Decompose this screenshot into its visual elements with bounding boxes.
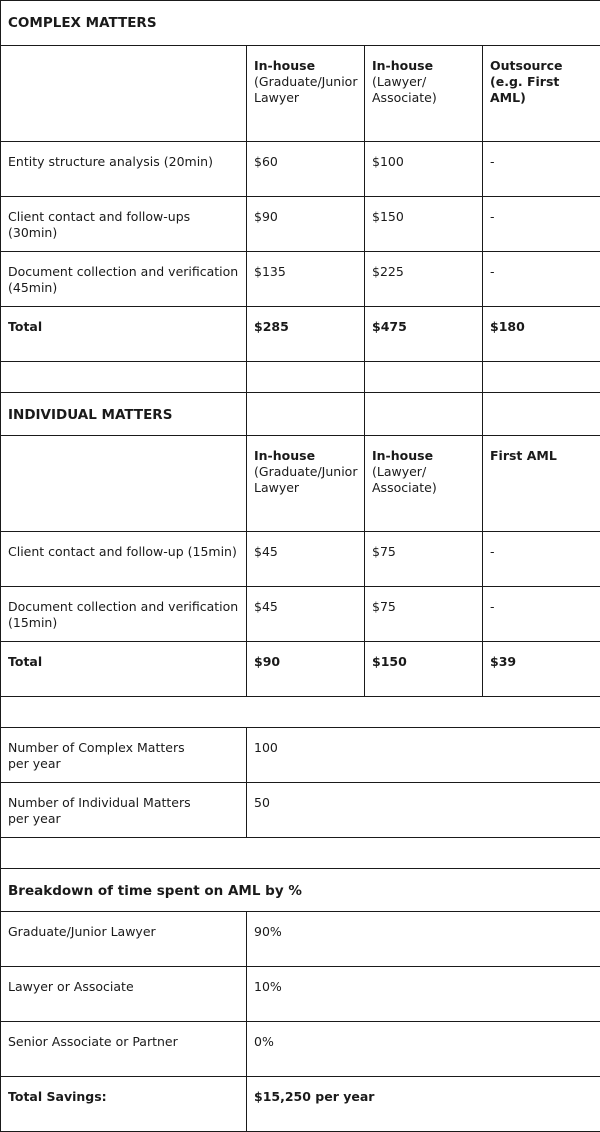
col-head: Outsource: [490, 58, 593, 74]
cost-cell: -: [483, 587, 600, 642]
total-value: $180: [483, 307, 600, 362]
complex-title: COMPLEX MATTERS: [1, 1, 600, 46]
table-row: [1, 783, 600, 838]
percent-value: 90%: [247, 912, 600, 967]
row-label: Entity structure analysis (20min): [1, 142, 247, 197]
cost-cell: $135: [247, 252, 365, 307]
row-label: Graduate/Junior Lawyer: [1, 912, 247, 967]
spacer-row: [1, 362, 600, 393]
col-sub: (Graduate/Junior: [254, 74, 357, 90]
col-head: In-house: [372, 448, 475, 464]
table-row: [1, 967, 600, 1022]
row-label: Number of Complex Matters per year: [1, 728, 247, 783]
percent-value: 0%: [247, 1022, 600, 1077]
total-label: Total: [1, 642, 247, 697]
row-label: Client contact and follow-up (15min): [1, 532, 247, 587]
cost-cell: $75: [365, 587, 483, 642]
cost-cell: -: [483, 142, 600, 197]
row-label: Document collection and verification (45min): [1, 252, 247, 307]
total-savings-value: $15,250 per year: [247, 1077, 600, 1132]
row-label: Client contact and follow-ups (30min): [1, 197, 247, 252]
percent-value: 10%: [247, 967, 600, 1022]
individual-col-graduate: [247, 436, 365, 532]
spacer-row: [1, 838, 600, 869]
complex-total-row: [1, 307, 600, 362]
complex-column-header-row: [1, 46, 600, 142]
table-row: [1, 587, 600, 642]
col-head: In-house: [254, 448, 357, 464]
spacer-row: [1, 697, 600, 728]
cost-cell: $60: [247, 142, 365, 197]
col-sub: Lawyer: [254, 480, 357, 496]
total-value: $475: [365, 307, 483, 362]
volume-value: 100: [247, 728, 600, 783]
col-head: In-house: [372, 58, 475, 74]
table-row: [1, 532, 600, 587]
breakdown-title-row: [1, 869, 600, 912]
col-head: In-house: [254, 58, 357, 74]
individual-title: INDIVIDUAL MATTERS: [1, 393, 247, 436]
row-label: Lawyer or Associate: [1, 967, 247, 1022]
col-sub: Lawyer: [254, 90, 357, 106]
complex-col-outsource: [483, 46, 600, 142]
volume-value: 50: [247, 783, 600, 838]
cost-cell: -: [483, 197, 600, 252]
total-label: Total: [1, 307, 247, 362]
col-sub: (Lawyer/: [372, 74, 475, 90]
cost-cell: $225: [365, 252, 483, 307]
empty-cell: [1, 46, 247, 142]
row-label: Senior Associate or Partner: [1, 1022, 247, 1077]
individual-title-row: [1, 393, 600, 436]
breakdown-title: Breakdown of time spent on AML by %: [1, 869, 600, 912]
table-row: [1, 252, 600, 307]
row-label: Document collection and verification (15min): [1, 587, 247, 642]
individual-col-lawyer: [365, 436, 483, 532]
complex-title-row: [1, 1, 600, 46]
col-sub: (e.g. First AML): [490, 74, 593, 106]
table-row: [1, 912, 600, 967]
cost-cell: $75: [365, 532, 483, 587]
individual-col-first-aml: [483, 436, 600, 532]
empty-cell: [1, 436, 247, 532]
total-savings-label: Total Savings:: [1, 1077, 247, 1132]
total-value: $39: [483, 642, 600, 697]
cost-cell: $45: [247, 587, 365, 642]
row-label: Number of Individual Matters per year: [1, 783, 247, 838]
total-value: $90: [247, 642, 365, 697]
individual-column-header-row: [1, 436, 600, 532]
cost-cell: -: [483, 532, 600, 587]
col-head: First AML: [490, 448, 593, 464]
table-row: [1, 1022, 600, 1077]
cost-cell: $90: [247, 197, 365, 252]
table-row: [1, 728, 600, 783]
col-sub: Associate): [372, 90, 475, 106]
individual-total-row: [1, 642, 600, 697]
cost-cell: $150: [365, 197, 483, 252]
cost-cell: $45: [247, 532, 365, 587]
total-value: $285: [247, 307, 365, 362]
col-sub: Associate): [372, 480, 475, 496]
complex-col-lawyer: [365, 46, 483, 142]
total-savings-row: [1, 1077, 600, 1132]
col-sub: (Lawyer/: [372, 464, 475, 480]
table-row: [1, 142, 600, 197]
complex-col-graduate: [247, 46, 365, 142]
total-value: $150: [365, 642, 483, 697]
cost-cell: $100: [365, 142, 483, 197]
table-row: [1, 197, 600, 252]
col-sub: (Graduate/Junior: [254, 464, 357, 480]
cost-cell: -: [483, 252, 600, 307]
